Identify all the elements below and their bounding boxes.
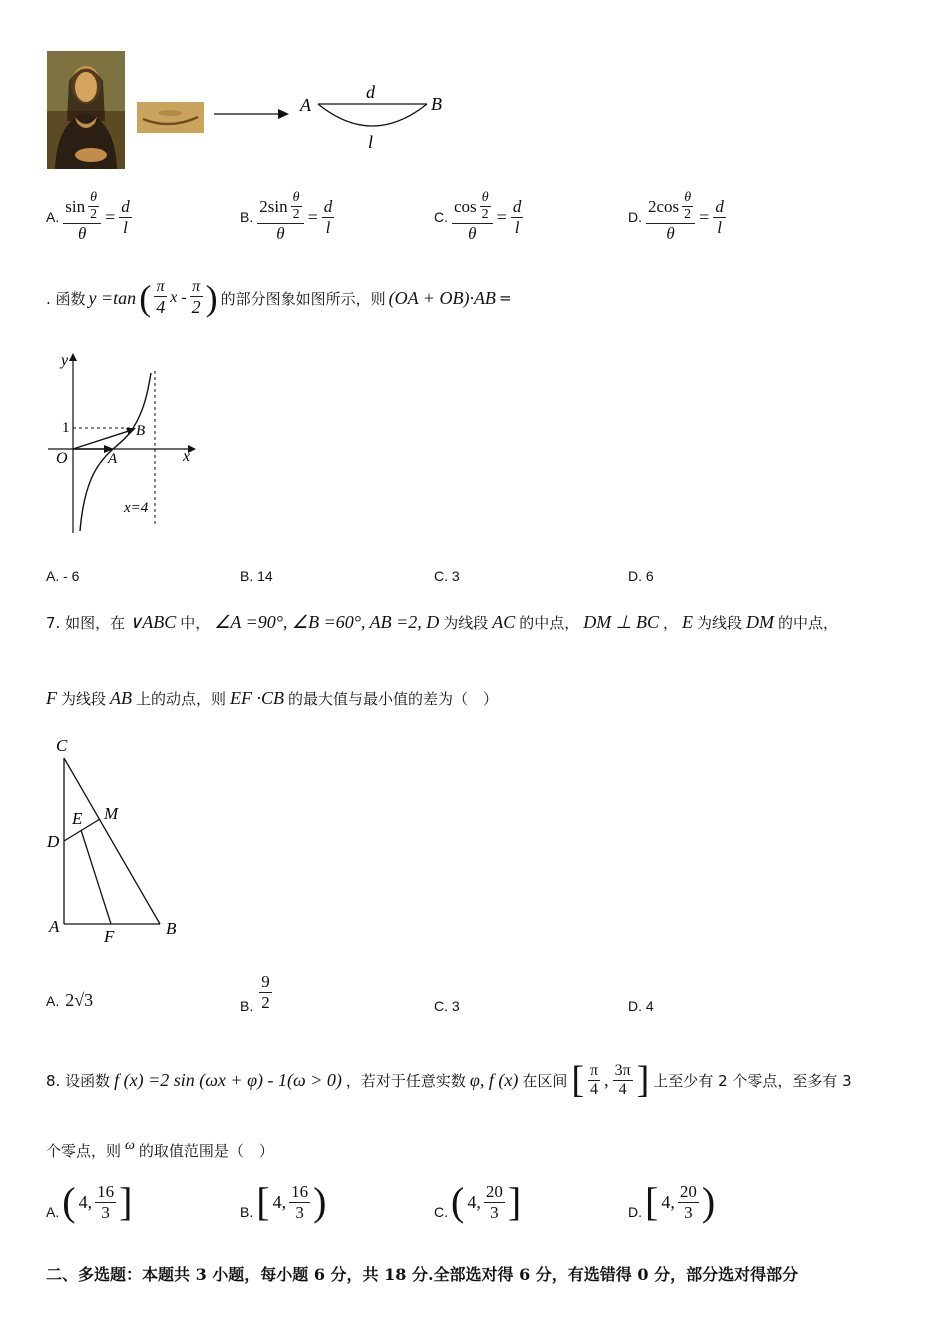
omega: ω — [125, 1137, 135, 1153]
theta: θ — [480, 190, 491, 207]
q5-option-c[interactable] — [434, 186, 523, 248]
q6-option-c[interactable] — [434, 568, 460, 584]
numerator: 20 — [485, 1181, 503, 1201]
point-b-label: B — [136, 423, 146, 439]
interval-left: 4, — [272, 1191, 287, 1212]
option-label: A. — [46, 992, 60, 1009]
d-var: d — [715, 196, 724, 216]
tick-one-label: 1 — [62, 420, 70, 436]
option-value: 4 — [645, 998, 654, 1014]
interval-close: ) — [701, 1179, 716, 1224]
option-label: A. — [46, 568, 60, 584]
q6-tail: = — [498, 289, 512, 307]
math-expression: AC — [492, 611, 516, 632]
option-label: B. — [240, 209, 254, 225]
two: 2 — [191, 297, 201, 317]
sin-text: sin — [267, 196, 288, 216]
bracket-right: ] — [636, 1059, 650, 1101]
denominator: 2 — [261, 992, 270, 1012]
q8-stem-line2 — [46, 1137, 274, 1161]
tan-graph — [40, 345, 210, 544]
q8-line2b: 的取值范围是（ ） — [138, 1142, 274, 1160]
paren-right: ) — [205, 278, 218, 318]
theta-den: θ — [666, 224, 675, 243]
option-label: D. — [628, 998, 642, 1014]
y-axis-label: y — [61, 352, 69, 369]
q7-option-c[interactable] — [434, 998, 460, 1014]
option-value: 6 — [645, 568, 654, 584]
q6-option-d[interactable] — [628, 568, 654, 584]
coef: 2 — [259, 196, 268, 216]
interval-open: [ — [256, 1179, 270, 1224]
option-value: - 6 — [63, 568, 80, 584]
pi: π — [190, 278, 203, 297]
q7-option-a[interactable] — [46, 990, 93, 1011]
option-label: D. — [628, 568, 642, 584]
option-label: B. — [240, 568, 254, 584]
option-label: D. — [628, 1204, 642, 1220]
interval-open: ( — [451, 1179, 465, 1224]
equals: = — [496, 206, 507, 227]
arc-l-label: l — [368, 132, 374, 152]
option-label: B. — [240, 1204, 254, 1220]
origin-label: O — [56, 450, 68, 467]
vector-expression: (OA + OB)·AB — [388, 287, 496, 308]
theta: θ — [291, 190, 302, 207]
interval-open: [ — [645, 1179, 659, 1224]
equals: = — [105, 206, 116, 227]
coef: 2 — [648, 196, 657, 216]
cos-text: cos — [656, 196, 680, 216]
theta-den: θ — [468, 224, 477, 243]
pi: π — [154, 278, 167, 297]
option-value: 2√3 — [65, 990, 94, 1010]
interval-left: 4, — [467, 1191, 481, 1212]
two: 2 — [292, 207, 300, 222]
triangle-diagram — [44, 732, 194, 956]
theta-den: θ — [77, 224, 87, 243]
q5-option-d[interactable] — [628, 186, 726, 248]
q6-prefix: . 函数 — [46, 289, 86, 308]
interval-close: ) — [313, 1179, 327, 1224]
option-value: 3 — [451, 998, 460, 1014]
theta-den: θ — [276, 224, 285, 243]
section-heading: 二、多选题：本题共 3 小题，每小题 6 分，共 18 分.全部选对得 6 分，有选错得 0 分，部分选对得部分 — [46, 1265, 799, 1284]
two: 2 — [481, 207, 489, 222]
equals: = — [699, 206, 710, 227]
three-pi: 3π — [614, 1061, 631, 1079]
q6-mid: 的部分图象如图所示，则 — [220, 289, 386, 308]
q8-option-a[interactable] — [46, 1176, 132, 1228]
q7-option-b[interactable] — [240, 966, 272, 1018]
theta: θ — [88, 190, 99, 207]
option-label: A. — [46, 1204, 60, 1220]
chord-d-label: d — [366, 82, 375, 102]
stem-text: ， — [662, 613, 678, 632]
math-expression: F — [46, 687, 57, 708]
numerator: 16 — [291, 1181, 309, 1201]
l-var: l — [325, 217, 331, 237]
point-a-label: A — [108, 451, 118, 467]
stem-text: 为线段 — [696, 613, 742, 632]
q7-option-d[interactable] — [628, 998, 654, 1014]
interval-left: 4, — [661, 1191, 675, 1212]
q8-lead: 8. 设函数 — [46, 1071, 111, 1090]
denominator: 3 — [684, 1202, 693, 1222]
q8-mid: ，若对于任意实数 — [345, 1071, 466, 1090]
l-var: l — [123, 217, 128, 237]
math-expression: DM ⊥ BC — [583, 611, 659, 632]
stem-text: 上的动点，则 — [136, 689, 227, 708]
d-var: d — [512, 196, 522, 216]
stem-text: 的中点， — [778, 613, 839, 632]
stem-text: 的最大值与最小值的差为（ ） — [288, 689, 499, 708]
four: 4 — [156, 297, 166, 317]
smile-detail-image — [137, 102, 204, 133]
two: 2 — [684, 207, 692, 222]
q8-stem-line1: 8. 设函数 f (x) =2 sin (ωx + φ) - 1(ω > 0) ，若对于任意实数 φ, f (x) 在区间 [ $\frac{\pi}{4}$ , $\frac{3\pi}{4}$ ] 上至少有 2 个零点，至多有 3 — [46, 1059, 852, 1101]
interval-close: ] — [119, 1179, 133, 1224]
d-var: d — [121, 196, 130, 216]
stem-text: 为线段 — [443, 613, 489, 632]
option-value: 14 — [257, 568, 273, 584]
x-minus: x - — [170, 289, 187, 306]
option-label: B. — [240, 998, 254, 1014]
q8-option-d[interactable] — [628, 1176, 715, 1228]
q6-stem — [46, 272, 512, 324]
bracket-left: [ — [571, 1059, 584, 1101]
option-label: C. — [434, 568, 448, 584]
math-expression: E — [681, 611, 693, 632]
q5-option-b[interactable] — [240, 186, 334, 248]
point-b-label: B — [431, 94, 442, 114]
four: 4 — [618, 1080, 627, 1098]
math-expression: EF ·CB — [230, 687, 285, 708]
math-expression: ∠A =90°, ∠B =60°, AB =2, D — [214, 611, 440, 632]
l-var: l — [717, 217, 722, 237]
arrow-right-icon — [212, 106, 292, 125]
cos-text: cos — [454, 196, 477, 216]
point-a-label: A — [300, 95, 311, 115]
theta: θ — [682, 190, 693, 207]
option-label: A. — [46, 209, 60, 225]
numerator: 20 — [679, 1181, 697, 1201]
x-axis-label: x — [183, 448, 191, 465]
stem-text: 为线段 — [61, 689, 107, 708]
mona-lisa-image — [47, 51, 125, 169]
q6-option-b[interactable] — [240, 568, 273, 584]
q8-option-c[interactable] — [434, 1176, 521, 1228]
denominator: 3 — [101, 1202, 110, 1222]
q8-function: f (x) =2 sin (ωx + φ) - 1(ω > 0) — [114, 1069, 342, 1090]
d-var: d — [323, 196, 333, 216]
q8-line2a: 个零点，则 — [46, 1142, 122, 1160]
sin-text: sin — [65, 196, 86, 216]
stem-text: 中， — [180, 613, 211, 632]
denominator: 3 — [490, 1202, 499, 1222]
math-expression: DM — [746, 611, 774, 632]
math-expression: AB — [110, 687, 133, 708]
point-d-label: D — [47, 832, 60, 851]
q7-stem-line1 — [46, 604, 926, 640]
interval-close: ] — [507, 1179, 522, 1224]
func-lhs: y =tan — [88, 287, 137, 308]
interval-left: 4, — [78, 1191, 93, 1212]
option-label: D. — [628, 209, 642, 225]
option-label: C. — [434, 998, 448, 1014]
numerator: 9 — [261, 971, 270, 991]
q8-tail: 上至少有 2 个零点，至多有 3 — [653, 1071, 852, 1090]
stem-text: 7. 如图，在 — [46, 613, 126, 632]
q5-option-a[interactable] — [46, 186, 132, 248]
math-expression: ∨ABC — [129, 611, 177, 632]
option-value: 3 — [451, 568, 460, 584]
l-var: l — [514, 217, 520, 237]
denominator: 3 — [295, 1202, 304, 1222]
interval-text: 在区间 — [522, 1071, 568, 1090]
option-label: C. — [434, 209, 448, 225]
point-m-label: M — [104, 804, 119, 823]
point-c-label: C — [56, 736, 68, 755]
stem-text: 的中点， — [519, 613, 580, 632]
numerator: 16 — [97, 1181, 115, 1201]
point-f-label: F — [104, 927, 115, 946]
phi-fx: φ, f (x) — [469, 1069, 519, 1090]
option-label: C. — [434, 1204, 448, 1220]
asymptote-label: x=4 — [124, 500, 149, 516]
four: 4 — [590, 1080, 599, 1098]
q6-option-a[interactable] — [46, 568, 79, 584]
equals: = — [307, 206, 318, 227]
point-e-label: E — [72, 809, 83, 828]
point-b-label: B — [166, 919, 177, 938]
arc-chord-diagram — [296, 78, 456, 162]
q8-option-b[interactable] — [240, 1176, 326, 1228]
two: 2 — [90, 207, 98, 222]
point-a-label: A — [49, 917, 60, 936]
q7-stem-line2 — [46, 680, 926, 716]
pi: π — [589, 1061, 599, 1079]
paren-left: ( — [139, 278, 152, 318]
interval-open: ( — [62, 1179, 76, 1224]
